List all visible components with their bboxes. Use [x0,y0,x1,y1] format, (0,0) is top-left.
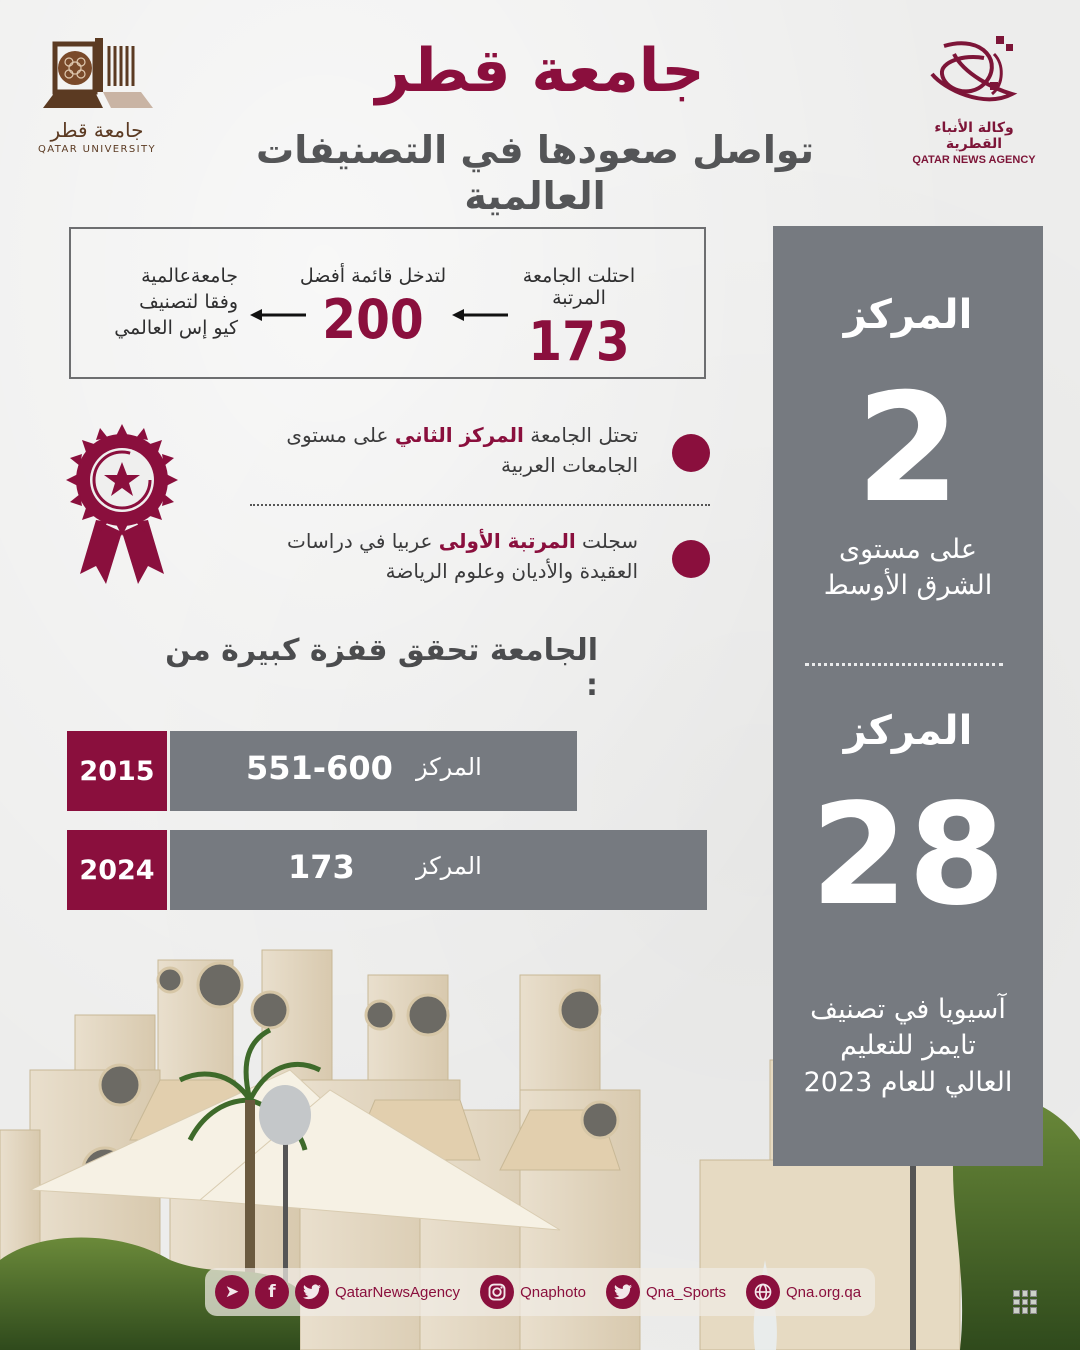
twitter-icon[interactable] [606,1275,640,1309]
highlight-item [250,526,710,586]
lamp-fixture-icon [1013,1290,1037,1314]
arrow-left-icon [250,309,306,321]
telegram-icon[interactable]: ➤ [215,1275,249,1309]
panel-block2-desc [773,992,1043,1101]
highlight-item [250,420,710,480]
rank-current-label: احتلت الجامعة المرتبة [522,265,636,309]
rank-bar-2015 [67,731,577,811]
leap-title: الجامعة تحقق قفزة كبيرة من : [165,633,598,703]
highlight-text-before: سجلت [575,529,638,553]
panel-block2-desc-line-3: العالي للعام 2023 [803,1066,1013,1098]
panel-block1-label: المركز [843,292,973,338]
rank-current-value: 173 [528,310,630,373]
rank-note-line-2: وفقا لتصنيف [139,291,238,314]
panel-block2-desc-line-1: آسيويا في تصنيف [810,994,1006,1025]
rank-current [494,265,664,373]
panel-block1-desc-line-2: الشرق الأوسط [823,570,993,602]
social-link-qatarnewsagency[interactable]: QatarNewsAgency [335,1283,461,1301]
rank-note-line-1: جامعةعالمية [141,265,238,287]
social-links-bar [205,1268,875,1316]
qs-rank-box [69,227,706,379]
award-ribbon-star-icon [66,424,178,590]
bar-year: 2024 [67,830,170,910]
bullet-dot-icon [672,540,710,578]
twitter-icon[interactable] [295,1275,329,1309]
rank-note-line-3: كيو إس العالمي [114,317,238,340]
page-subtitle: تواصل صعودها في التصنيفات العالمية [256,128,814,218]
highlight-text-before: تحتل الجامعة [523,423,638,447]
panel-block2-desc-line-2: تايمز للتعليم [840,1030,976,1062]
highlight-text [250,420,638,480]
social-link-website[interactable]: Qna.org.qa [786,1283,862,1301]
bar-value: 173 [288,848,355,886]
qu-logo-arabic: جامعة قطر [50,118,144,142]
globe-icon[interactable] [746,1275,780,1309]
rank-bar-2024 [67,830,707,910]
highlight-text-after: عربيا في دراسات العقيدة والأديان وعلوم الرياضة [287,529,638,583]
bar-body [170,830,707,910]
arrow-left-icon [452,309,508,321]
highlight-emphasis: المركز الثاني [394,423,524,447]
social-link-qna-sports[interactable]: Qna_Sports [645,1283,726,1301]
dotted-divider [805,663,1003,666]
qna-logo-arabic: وكالة الأنباء القطرية [934,120,1014,152]
panel-block2-value: 28 [810,774,1006,937]
bar-value: 551-600 [246,749,393,787]
highlights-list [250,420,710,586]
qna-logo-english: QATAR NEWS AGENCY [912,154,1036,166]
highlight-text [250,526,638,586]
bar-label: المركز [416,753,482,781]
rank-target-label: لتدخل قائمة أفضل [299,265,447,287]
social-link-qnaphoto[interactable]: Qnaphoto [520,1283,586,1301]
page-title: جامعة قطر [375,36,705,106]
facebook-icon[interactable]: f [255,1275,289,1309]
panel-block1-desc-line-1: على مستوى [839,534,977,565]
highlight-text-after: على مستوى الجامعات العربية [286,423,638,477]
bar-label: المركز [416,852,482,880]
highlight-emphasis: المرتبة الأولى [438,529,576,553]
panel-block1-desc [773,532,1043,605]
rank-note [88,263,238,342]
bar-body [170,731,577,811]
bullet-dot-icon [672,434,710,472]
qu-logo-english: QATAR UNIVERSITY [37,144,156,155]
panel-block1-value: 2 [855,362,961,536]
bar-year: 2015 [67,731,170,811]
panel-block2-label: المركز [843,708,973,754]
rankings-panel [773,226,1043,1166]
rank-target-value: 200 [322,288,424,351]
dotted-divider [250,504,710,506]
rank-target [288,265,458,351]
instagram-icon[interactable] [480,1275,514,1309]
